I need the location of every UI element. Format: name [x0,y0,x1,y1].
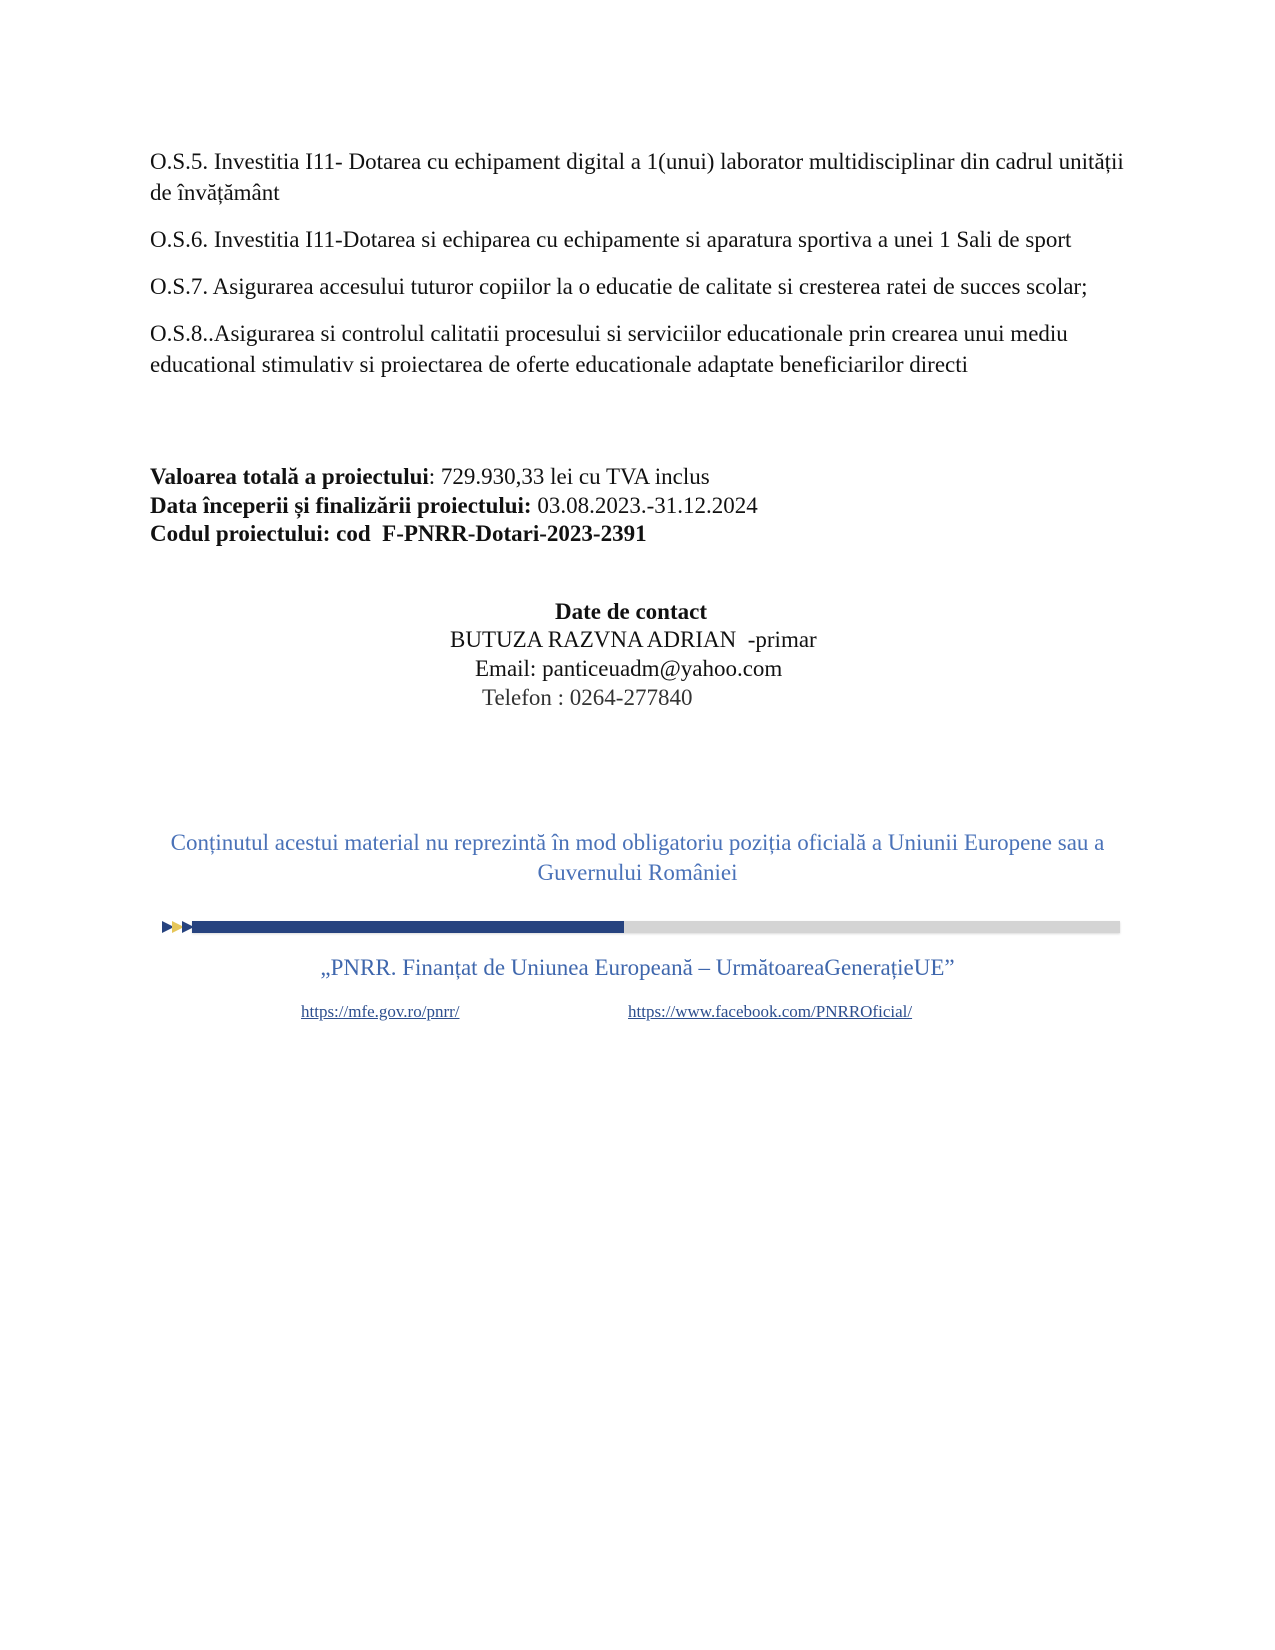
contact-email: Email: panticeuadm@yahoo.com [475,656,783,681]
progress-fill [192,921,624,933]
project-info [150,463,1130,549]
objectives-list [150,146,1130,396]
objective-os5: O.S.5. Investitia I11- Dotarea cu echipament digital a 1(unui) laborator multidisciplinar din cadrul unității de învățământ [150,149,1124,205]
project-dates-label: Data începerii și finalizării proiectului: [150,492,532,518]
contact-phone: Telefon : 0264-277840 [482,685,693,710]
contact-title: Date de contact [555,599,708,624]
project-value-label: Valoarea totală a proiectului [150,464,429,489]
facebook-pnrr-link[interactable]: https://www.facebook.com/PNRROficial/ [628,1002,913,1021]
project-dates: 03.08.2023.-31.12.2024 [531,492,758,518]
pnrr-slogan: „PNRR. Finanțat de Uniunea Europeană – UrmătoareaGenerațieUE” [320,955,955,980]
objective-os7: O.S.7. Asigurarea accesului tuturor copiilor la o educatie de calitate si cresterea ratei de succes scolar; [150,274,1088,299]
objective-os8: O.S.8..Asigurarea si controlul calitatii procesului si serviciilor educationale prin crearea unui mediu educational stimulativ si proiectarea de oferte educationale adaptate beneficiarilor directi [150,321,1068,377]
objective-os6: O.S.6. Investitia I11-Dotarea si echiparea cu echipamente si aparatura sportiva a unei 1 Sali de sport [150,227,1072,252]
project-dates-line [150,492,1130,521]
project-value-line [150,463,1130,492]
mfe-pnrr-link[interactable]: https://mfe.gov.ro/pnrr/ [301,1002,460,1021]
decorative-progress-bar [162,919,1120,934]
disclaimer-text: Conținutul acestui material nu reprezintă în mod obligatoriu poziția oficială a Uniunii Europene sau a Guvernului României [170,830,1105,885]
project-value: : 729.930,33 lei cu TVA inclus [428,464,710,489]
project-code: Codul proiectului: cod F-PNRR-Dotari-2023-2391 [150,521,647,546]
contact-name: BUTUZA RAZVNA ADRIAN -primar [450,627,817,652]
arrow-icon [162,919,202,935]
